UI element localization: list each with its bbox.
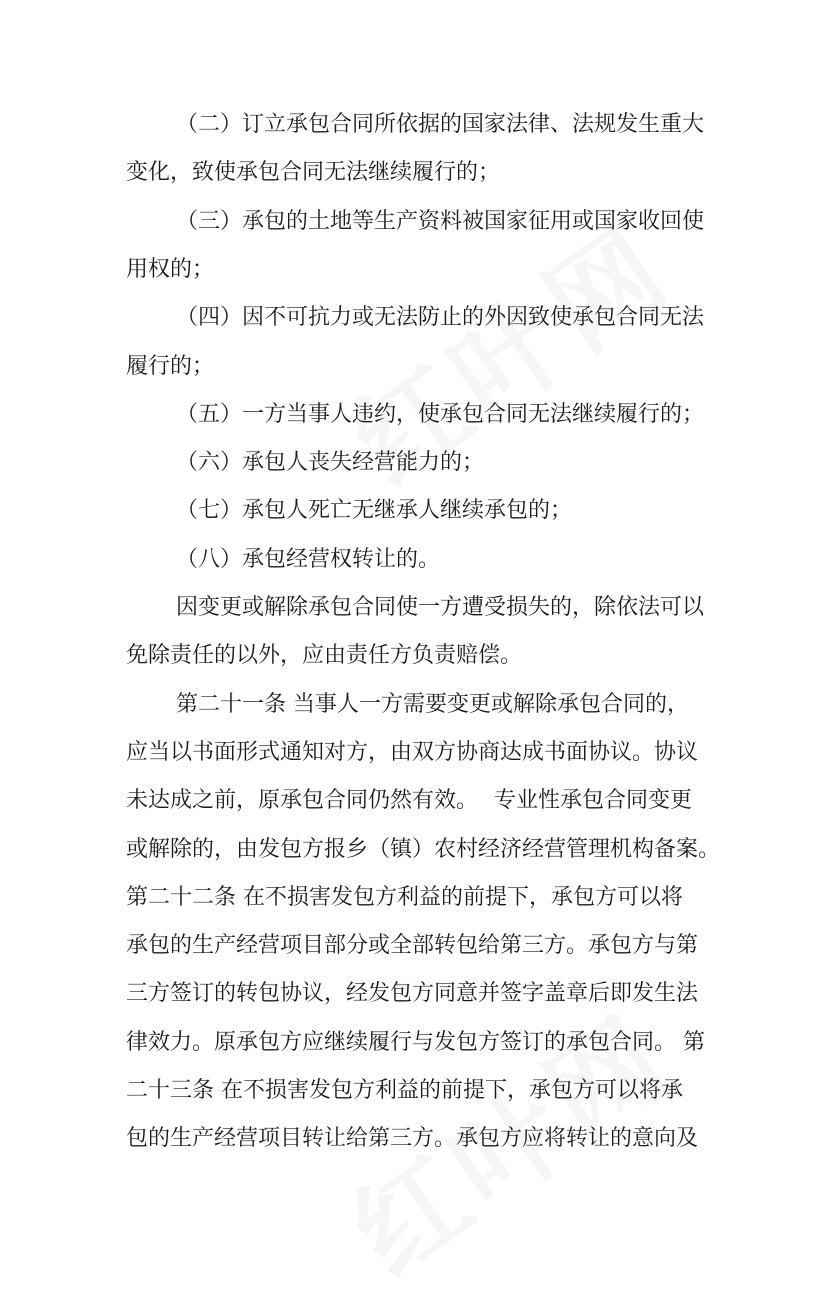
text-line: 律效力。原承包方应继续履行与发包方签订的承包合同。 第	[126, 1030, 705, 1055]
text-line: 或解除的，由发包方报乡（镇）农村经济经营管理机构备案。	[126, 837, 721, 862]
text-segment: 专业性承包合同变更	[494, 788, 693, 813]
text-line: （八）承包经营权转让的。	[176, 547, 441, 572]
text-line: 免除责任的以外，应由责任方负责赔偿。	[126, 643, 523, 668]
text-line: （二）订立承包合同所依据的国家法律、法规发生重大	[176, 112, 705, 137]
text-line	[126, 786, 692, 816]
text-line: 三方签订的转包协议，经发包方同意并签字盖章后即发生法	[126, 981, 699, 1006]
text-line: 用权的；	[126, 257, 215, 282]
text-line: （三）承包的土地等生产资料被国家征用或国家收回使	[176, 209, 705, 234]
text-line: 履行的；	[126, 354, 215, 379]
text-line: 变化，致使承包合同无法继续履行的；	[126, 160, 501, 185]
text-line: 第二十二条 在不损害发包方利益的前提下，承包方可以将	[126, 885, 683, 910]
text-line: （五）一方当事人违约，使承包合同无法继续履行的；	[176, 402, 705, 427]
text-line: 第二十一条 当事人一方需要变更或解除承包合同的，	[176, 692, 689, 717]
text-line: 二十三条 在不损害发包方利益的前提下，承包方可以将承	[126, 1078, 683, 1103]
text-line: 包的生产经营项目转让给第三方。承包方应将转让的意向及	[126, 1126, 699, 1151]
text-line: （七）承包人死亡无继承人继续承包的；	[176, 498, 573, 523]
text-line: （六）承包人丧失经营能力的；	[176, 450, 485, 475]
text-line: 因变更或解除承包合同使一方遭受损失的，除依法可以	[176, 595, 705, 620]
text-line: 承包的生产经营项目部分或全部转包给第三方。承包方与第	[126, 933, 699, 958]
text-line: （四）因不可抗力或无法防止的外因致使承包合同无法	[176, 305, 705, 330]
text-line: 应当以书面形式通知对方，由双方协商达成书面协议。协议	[126, 740, 699, 765]
text-segment: 未达成之前，原承包合同仍然有效。	[126, 788, 479, 813]
